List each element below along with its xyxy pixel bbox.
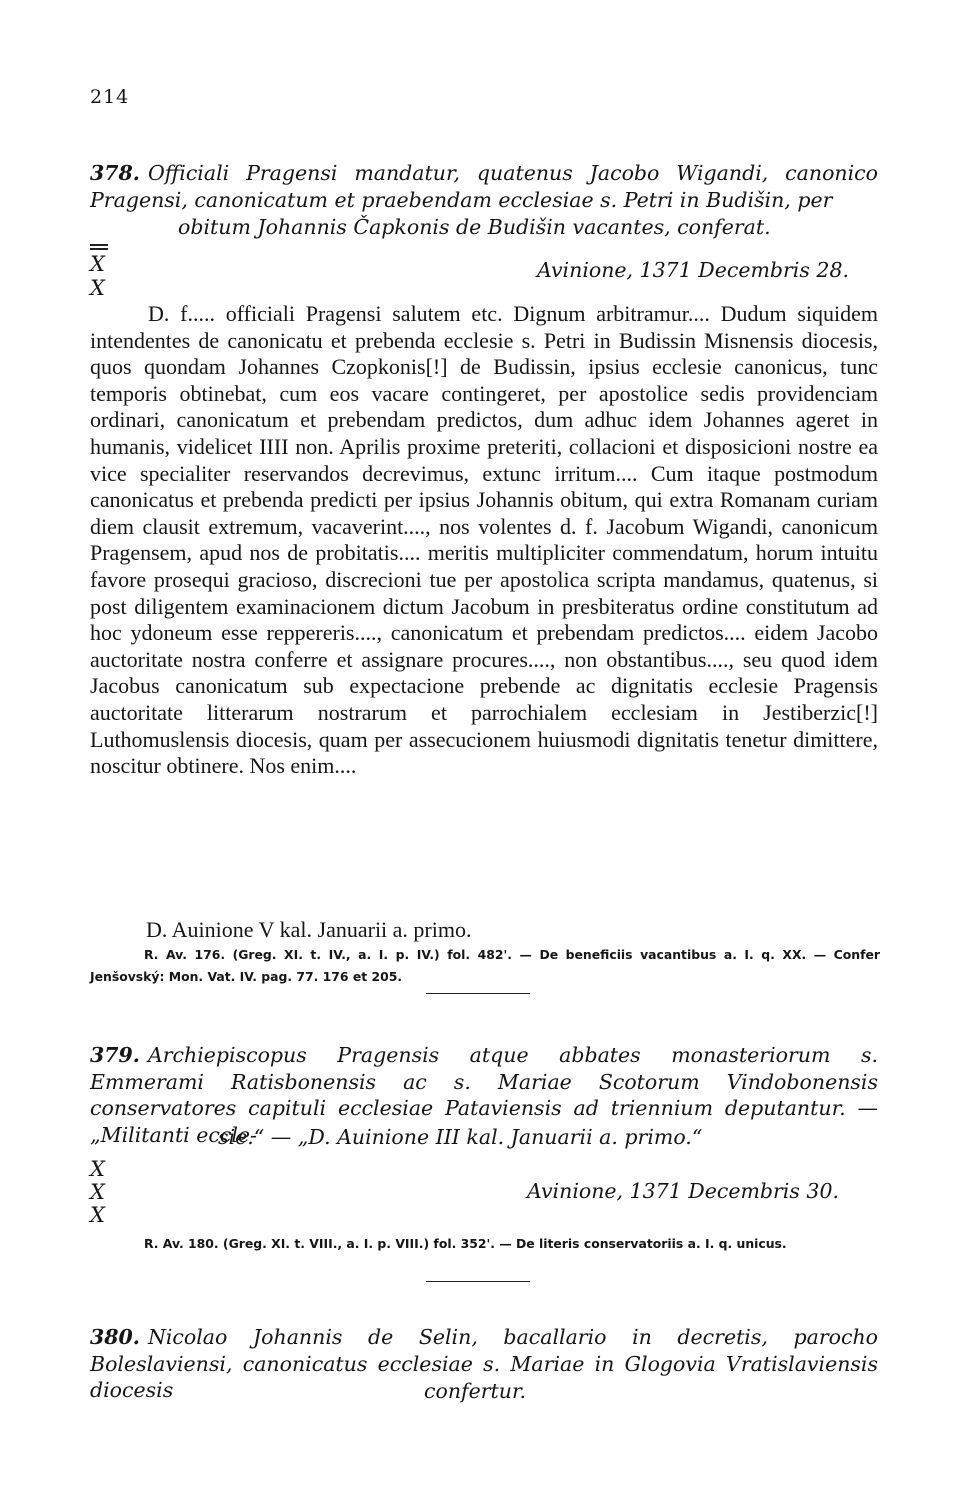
entry-378-mark: X bbox=[90, 276, 105, 300]
section-divider bbox=[426, 993, 530, 994]
entry-380-number: 380. bbox=[90, 1325, 140, 1349]
entry-378-number: 378. bbox=[90, 161, 140, 185]
entry-378-heading-text: Officiali Pragensi mandatur, quatenus Jacobo Wigandi, canonico Pragensi, canonicatum et praebendam ecclesiae s. Petri in Budišin, per bbox=[90, 161, 878, 212]
page-number: 214 bbox=[90, 86, 130, 108]
entry-379-mark: X bbox=[90, 1203, 105, 1227]
entry-379-source: R. Av. 180. (Greg. XI. t. VIII., a. I. p. VIII.) fol. 352'. — De literis conservatoriis a. I. q. unicus. bbox=[144, 1236, 787, 1251]
entry-378-heading bbox=[90, 160, 878, 213]
entry-378-mark: X bbox=[90, 252, 105, 276]
entry-379-mark: X bbox=[90, 1180, 105, 1204]
entry-378-date: Avinione, 1371 Decembris 28. bbox=[537, 258, 850, 282]
entry-379-heading-text: Archiepiscopus Pragensis atque abbates monasteriorum s. Emmerami Ratisbonensis ac s. Mariae Scotorum Vindobonensis conservatores capituli ecclesiae Pataviensis ad triennium deputantur. — „Militanti eccle- bbox=[90, 1043, 878, 1147]
double-bar-mark bbox=[90, 244, 108, 250]
entry-378-heading-last-line: obitum Johannis Čapkonis de Budišin vacantes, conferat. bbox=[178, 215, 771, 239]
entry-378-dating: D. Auinione V kal. Januarii a. primo. bbox=[146, 917, 472, 942]
entry-379-number: 379. bbox=[90, 1043, 140, 1067]
entry-379-heading-last-line: sie.“ — „D. Auinione III kal. Januarii a. primo.“ bbox=[218, 1125, 703, 1149]
entry-379-date: Avinione, 1371 Decembris 30. bbox=[527, 1179, 840, 1203]
entry-379-mark: X bbox=[90, 1157, 105, 1181]
section-divider bbox=[426, 1281, 530, 1282]
entry-378-body: D. f..... officiali Pragensi salutem etc. Dignum arbitramur.... Dudum siquidem intendentes de canonicatu et prebenda ecclesie s. Petri in Budissin Misnensis diocesis, quos quondam Johannes Czopkonis[!] de Budissin, ipsius ecclesie canonicus, tunc temporis obtinebat, cum eos vacare contingeret, per apostolice sedis providenciam ordinari, canonicatum et prebendam predictos, dum adhuc idem Johannes ageret in humanis, videlicet IIII non. Aprilis proxime preteriti, collacioni et disposicioni nostre ea vice specialiter reservandos decrevimus, extunc irritum.... Cum itaque postmodum canonicatus et prebenda predicti per ipsius Johannis obitum, qui extra Romanam curiam diem clausit extremum, vacaverint...., nos volentes d. f. Jacobum Wigandi, canonicum Pragensem, apud nos de probitatis.... meritis multipliciter commendatum, horum intuitu favore prosequi gracioso, discrecioni tue per apostolica scripta mandamus, quatenus, si post diligentem examinacionem dictum Jacobum in presbiteratus ordine constitutum ad hoc ydoneum esse reppereris...., canonicatum et prebendam predictos.... eidem Jacobo auctoritate nostra conferre et assignare procures...., non obstantibus...., seu quod idem Jacobus canonicatum sub expectacione prebende ac dignitatis ecclesie Pragensis auctoritate litterarum nostrarum et parrochialem ecclesiam in Jestiberzic[!] Luthomuslensis diocesis, quam per assecucionem huiusmodi dignitatis tenetur dimittere, noscitur obtinere. Nos enim.... bbox=[90, 301, 878, 779]
entry-378-source: R. Av. 176. (Greg. XI. t. IV., a. I. p. IV.) fol. 482'. — De beneficiis vacantibus a. I. q. XX. — Confer Jenšovský: Mon. Vat. IV. pag. 77. 176 et 205. bbox=[90, 947, 880, 984]
entry-380-heading-text: Nicolao Johannis de Selin, bacallario in decretis, parocho Boleslaviensi, canonicatus ecclesiae s. Mariae in Glogovia Vratislaviensis diocesis bbox=[90, 1325, 878, 1402]
entry-380-heading-last-line: confertur. bbox=[424, 1379, 527, 1403]
